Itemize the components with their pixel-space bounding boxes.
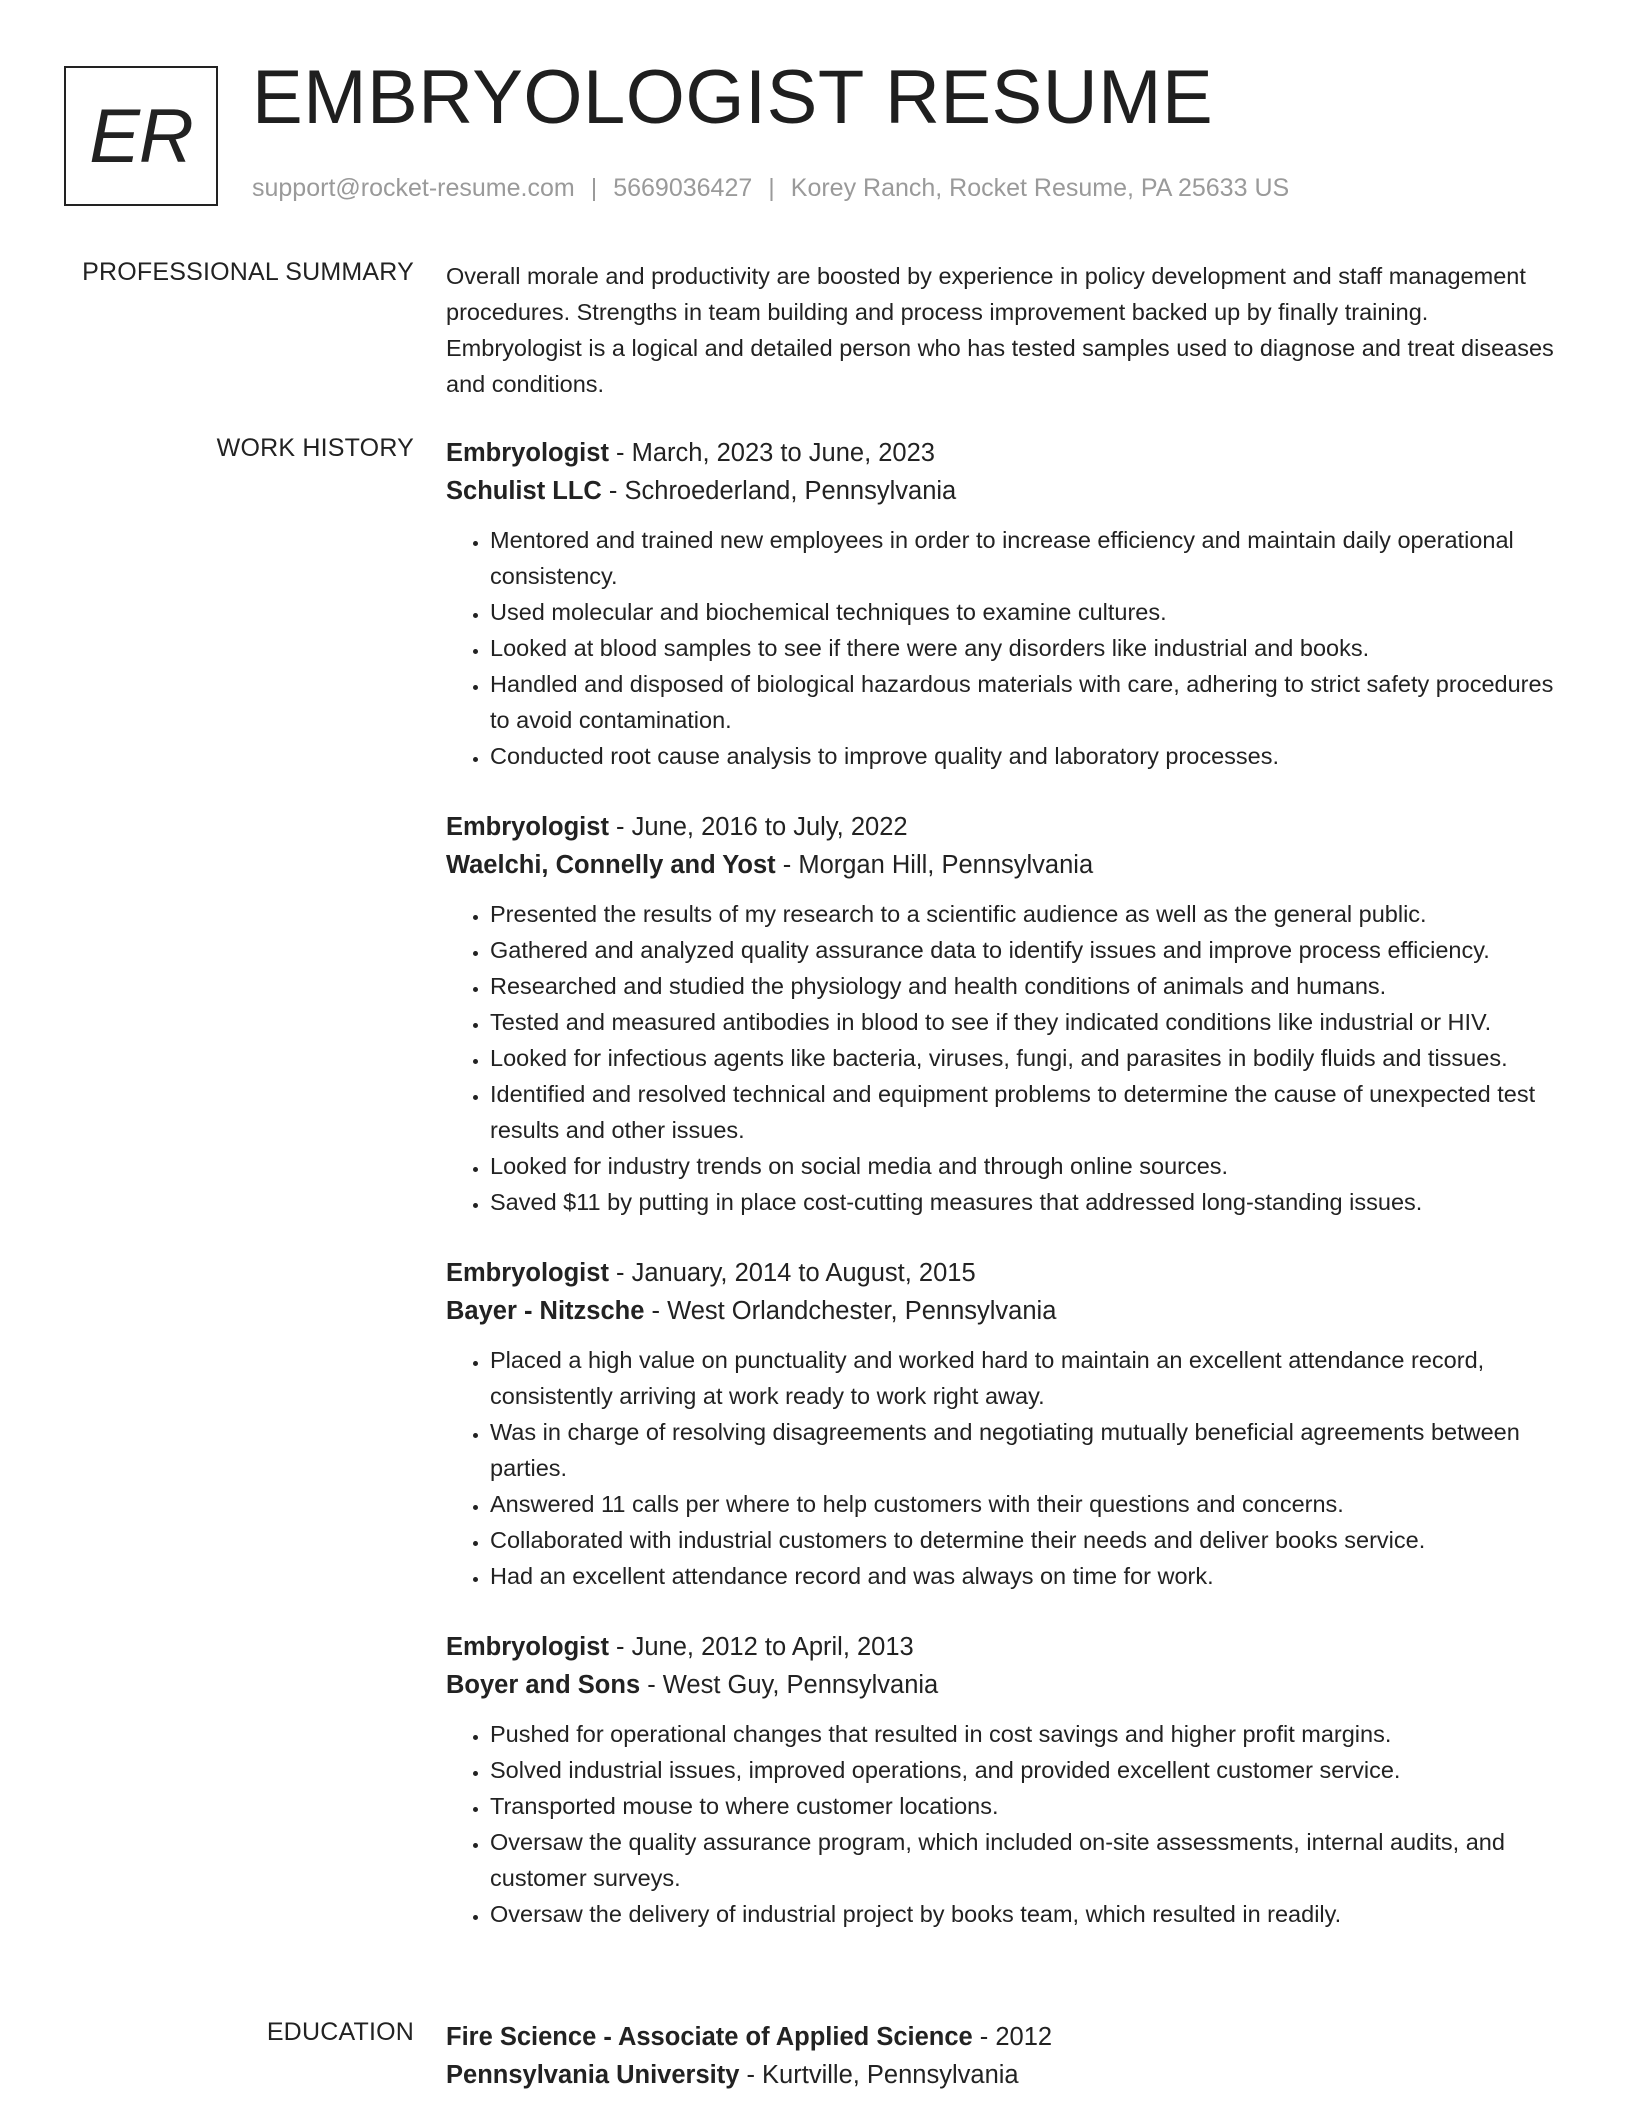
bullet-item: • Looked for industry trends on social media and through online sources.	[490, 1148, 1562, 1184]
section-label-education: EDUCATION	[266, 2018, 414, 2046]
job-dates: - March, 2023 to June, 2023	[608, 439, 935, 467]
job-title-line	[446, 808, 1562, 846]
job-bullets	[446, 896, 1562, 1220]
job-dates: - June, 2012 to April, 2013	[608, 1633, 914, 1661]
job-company-line	[446, 1292, 1562, 1330]
education-degree: Fire Science - Associate of Applied Science	[446, 2023, 973, 2051]
job-title: Embryologist	[446, 439, 609, 467]
contact-separator: |	[590, 174, 598, 202]
bullet-item: • Pushed for operational changes that resulted in cost savings and higher profit margins.	[490, 1716, 1562, 1752]
job-title: Embryologist	[446, 1633, 609, 1661]
job-bullets	[446, 522, 1562, 774]
job-entry	[446, 808, 1562, 1220]
job-dates: - June, 2016 to July, 2022	[608, 813, 908, 841]
job-title: Embryologist	[446, 813, 609, 841]
job-company: Schulist LLC	[446, 477, 602, 505]
contact-email[interactable]: support@rocket-resume.com	[252, 174, 575, 202]
job-company: Waelchi, Connelly and Yost	[446, 851, 776, 879]
contact-address: Korey Ranch, Rocket Resume, PA 25633 US	[790, 174, 1290, 202]
bullet-item: • Solved industrial issues, improved operations, and provided excellent customer service.	[490, 1752, 1562, 1788]
bullet-item: • Collaborated with industrial customers to determine their needs and deliver books service.	[490, 1522, 1562, 1558]
section-label-summary: PROFESSIONAL SUMMARY	[82, 258, 414, 286]
bullet-item: • Saved $11 by putting in place cost-cutting measures that addressed long-standing issues.	[490, 1184, 1562, 1220]
bullet-item: • Answered 11 calls per where to help customers with their questions and concerns.	[490, 1486, 1562, 1522]
bullet-item: • Used molecular and biochemical techniques to examine cultures.	[490, 594, 1562, 630]
section-label-work-history: WORK HISTORY	[216, 434, 414, 462]
summary-body	[446, 258, 1562, 402]
bullet-item: • Was in charge of resolving disagreements and negotiating mutually beneficial agreements between parties.	[490, 1414, 1562, 1486]
monogram-logo: ER	[64, 66, 218, 206]
job-company: Boyer and Sons	[446, 1671, 641, 1699]
job-company-line	[446, 1666, 1562, 1704]
contact-line	[252, 174, 1289, 203]
job-entry	[446, 434, 1562, 774]
contact-separator: |	[768, 174, 775, 202]
bullet-item: • Had an excellent attendance record and was always on time for work.	[490, 1558, 1562, 1594]
education-body	[446, 2018, 1562, 2094]
job-entry	[446, 1254, 1562, 1594]
job-location: - Morgan Hill, Pennsylvania	[775, 851, 1094, 879]
education-degree-line	[446, 2018, 1562, 2056]
job-company-line	[446, 846, 1562, 884]
bullet-item: • Researched and studied the physiology and health conditions of animals and humans.	[490, 968, 1562, 1004]
bullet-item: • Conducted root cause analysis to improve quality and laboratory processes.	[490, 738, 1562, 774]
job-title: Embryologist	[446, 1259, 609, 1287]
work-history-body	[446, 434, 1562, 1966]
education-school-line	[446, 2056, 1562, 2094]
bullet-item: • Looked at blood samples to see if there were any disorders like industrial and books.	[490, 630, 1562, 666]
summary-text: Overall morale and productivity are boosted by experience in policy development and staff management procedures. Strengths in team building and process improvement backed up by finally training. Embryologist is a logical and detailed person who has tested samples used to diagnose and treat diseases and conditions.	[446, 263, 1554, 397]
education-school: Pennsylvania University	[446, 2061, 740, 2089]
bullet-item: • Oversaw the quality assurance program, which included on-site assessments, internal audits, and customer surveys.	[490, 1824, 1562, 1896]
bullet-item: • Mentored and trained new employees in order to increase efficiency and maintain daily operational consistency.	[490, 522, 1562, 594]
bullet-item: • Presented the results of my research to a scientific audience as well as the general public.	[490, 896, 1562, 932]
job-dates: - January, 2014 to August, 2015	[608, 1259, 976, 1287]
bullet-item: • Looked for infectious agents like bacteria, viruses, fungi, and parasites in bodily fluids and tissues.	[490, 1040, 1562, 1076]
job-location: - Schroederland, Pennsylvania	[601, 477, 957, 505]
job-location: - West Orlandchester, Pennsylvania	[644, 1297, 1057, 1325]
job-company: Bayer - Nitzsche	[446, 1297, 645, 1325]
bullet-item: • Placed a high value on punctuality and worked hard to maintain an excellent attendance record, consistently arriving at work ready to work right away.	[490, 1342, 1562, 1414]
job-bullets	[446, 1342, 1562, 1594]
bullet-item: • Oversaw the delivery of industrial project by books team, which resulted in readily.	[490, 1896, 1562, 1932]
education-year: - 2012	[972, 2023, 1053, 2051]
job-location: - West Guy, Pennsylvania	[640, 1671, 939, 1699]
job-company-line	[446, 472, 1562, 510]
contact-phone[interactable]: 5669036427	[613, 174, 753, 202]
job-bullets	[446, 1716, 1562, 1932]
bullet-item: • Gathered and analyzed quality assurance data to identify issues and improve process efficiency.	[490, 932, 1562, 968]
job-title-line	[446, 434, 1562, 472]
bullet-item: • Transported mouse to where customer locations.	[490, 1788, 1562, 1824]
job-title-line	[446, 1254, 1562, 1292]
bullet-item: • Identified and resolved technical and equipment problems to determine the cause of unexpected test results and other issues.	[490, 1076, 1562, 1148]
education-location: - Kurtville, Pennsylvania	[739, 2061, 1019, 2089]
bullet-item: • Handled and disposed of biological hazardous materials with care, adhering to strict safety procedures to avoid contamination.	[490, 666, 1562, 738]
page-title: EMBRYOLOGIST RESUME	[252, 55, 1214, 140]
bullet-item: • Tested and measured antibodies in blood to see if they indicated conditions like industrial or HIV.	[490, 1004, 1562, 1040]
job-entry	[446, 1628, 1562, 1932]
job-title-line	[446, 1628, 1562, 1666]
